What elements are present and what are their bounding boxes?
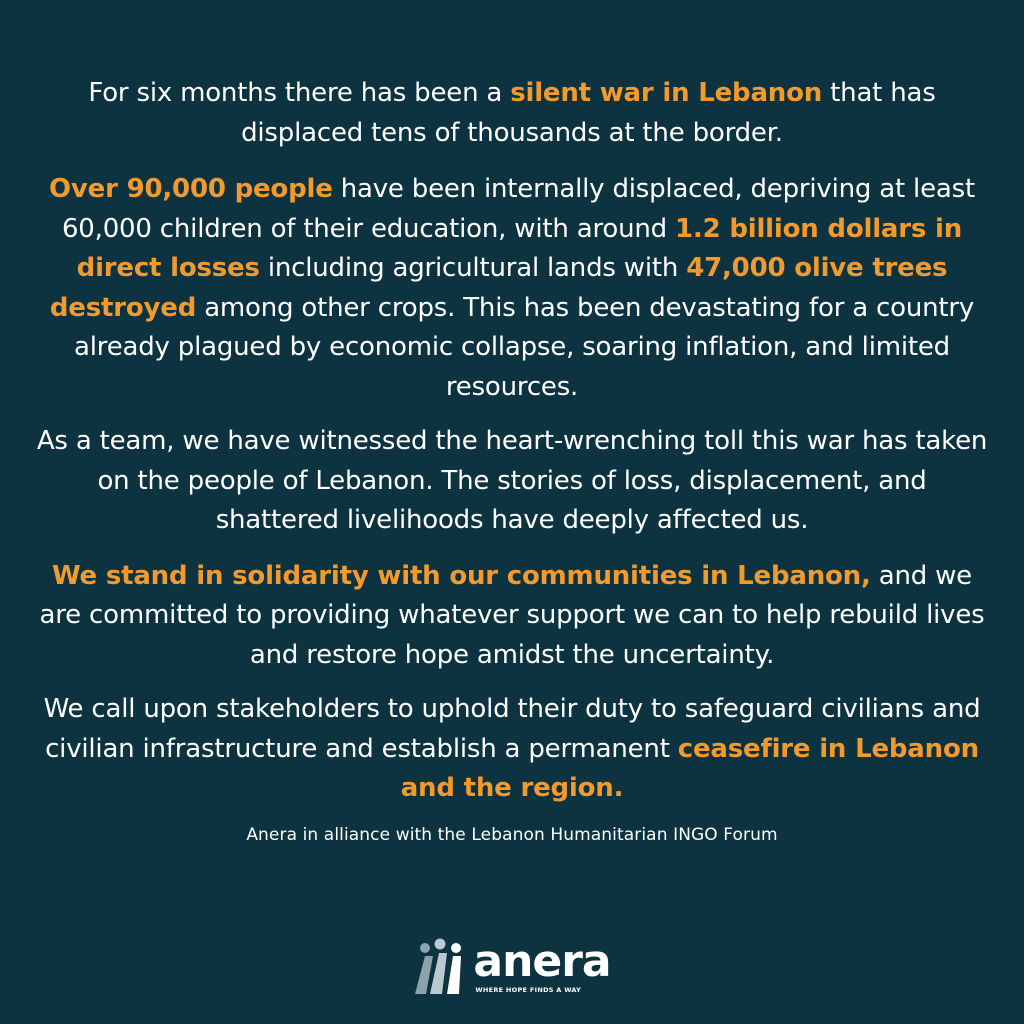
attribution-line: Anera in alliance with the Lebanon Humanitarian INGO Forum: [246, 824, 778, 845]
logo-tagline: WHERE HOPE FINDS A WAY: [475, 986, 582, 994]
highlight-displaced-people: Over 90,000 people: [49, 174, 333, 204]
highlight-olive-trees: 47,000 olive trees destroyed: [49, 253, 948, 323]
highlight-ceasefire: ceasefire in Lebanon and the region.: [400, 733, 979, 803]
highlight-solidarity: We stand in solidarity with our communities in Lebanon,: [52, 560, 871, 591]
highlight-direct-losses: 1.2 billion dollars in direct losses: [76, 213, 963, 283]
paragraph-solidarity: [36, 557, 988, 676]
paragraph-displacement-stats: [36, 170, 988, 407]
logo-wordmark: anera: [473, 936, 611, 987]
paragraph-silent-war: [36, 74, 988, 153]
text-segment: For six months there has been a: [88, 78, 511, 108]
anera-logo: [0, 936, 1024, 994]
paragraph-ceasefire-call: [36, 690, 988, 809]
text-segment: that has displaced tens of thousands at the border.: [241, 78, 936, 148]
anera-people-icon: [413, 936, 469, 994]
highlight-silent-war: silent war in Lebanon: [510, 78, 823, 108]
text-segment: have been internally displaced, depriving at least 60,000 children of their education, with around: [61, 174, 975, 244]
text-segment: We call upon stakeholders to uphold their duty to safeguard civilians and civilian infrastructure and establish a permanent: [43, 694, 981, 764]
text-segment: As a team, we have witnessed the heart-wrenching toll this war has taken on the people of Lebanon. The stories of loss, displacement, and shattered livelihoods have deeply affected us.: [36, 426, 988, 535]
text-segment: among other crops. This has been devastating for a country already plagued by economic collapse, soaring inflation, and limited resources.: [74, 292, 975, 402]
text-segment: and we are committed to providing whatever support we can to help rebuild lives and restore hope amidst the uncertainty.: [39, 560, 985, 670]
text-segment: including agricultural lands with: [259, 253, 687, 283]
paragraph-team-witness: [36, 422, 988, 541]
